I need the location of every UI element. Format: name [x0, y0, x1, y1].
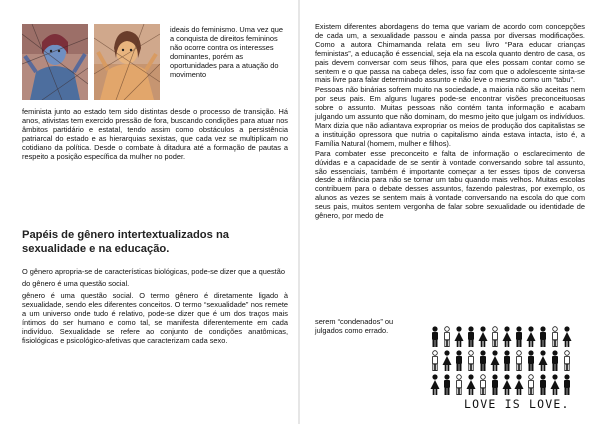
right-page: [300, 0, 600, 424]
illustration-woman-1: [22, 24, 88, 100]
paragraph-combat-prejudice: Para combater esse preconceito e falta de informação o esclarecimento de dúvidas e a capacidade de se sentir à vontade conversando sobre tal assunto, são essenciais, também é importante começar a ter esses tipos de conversa desde a infância para não se tornar um tabu quando mais velhos. Muitas escolas contribuem para o debate desses assuntos, fazendo palestras, por exemplo, os alunos as vezes se sentem mais à vontade conversando na escola do que com seus pais, muitos sentem vergonha de falar sobre sexualidade ou identidade de gênero, por medo de: [315, 148, 585, 221]
paragraph-approaches: Existem diferentes abordagens do tema que variam de acordo com concepções de cada um, a sexualidade passou e ainda passa por diversas modificações. Como a autora Chimamanda relata em seu livro “Para educar crianças feministas”, a educação é essencial, seja ela na escola quanto dentro de casa, os pais devem conversar com seus filhos, para que eles possam contar como se sentem e o que passa na cabeça deles, isso faz com que o adolescente sinta-se mais livre para falar determinado assunto e não leve o mesmo como um “tabu”.: [315, 22, 585, 85]
paragraph-gender-intro: O gênero apropria-se de características biológicas, pode-se dizer que a questão do gênero é uma questão social.: [22, 267, 285, 288]
left-page: [0, 0, 298, 424]
love-is-love-caption: LOVE IS LOVE.: [464, 397, 570, 411]
paragraph-ending: serem “condenados” ou julgados como errado.: [315, 317, 394, 335]
continuation-text: feminista junto ao estado tem sido distintas desde o processo de transição. Há anos, ativistas tem exercido pressão de fora, buscando condições para atuar nos âmbitos partidário e estatal, tendo assim como obstáculos a persistência patriarcal do estado e as hierarquias sexistas, que cada vez se multiplicam no cotidiano da política. Desde o combate à ditadura até a formação de pautas a respeito a posição específica da mulher no poder.: [22, 107, 288, 161]
intro-text: ideais do feminismo. Uma vez que a conquista de direitos femininos não ocorre contra os interesses dominantes, porém as oportunidades para a atuação do movimento: [170, 25, 283, 79]
right-column-text: [315, 23, 585, 221]
paragraph-sexuality: gênero é uma questão social. O termo gênero é diretamente ligado à sexualidade, sendo eles diferentes conceitos. O termo “sexualidade” nos remete a um universo onde tudo é relativo, pode-se dizer que é um dos traços mais íntimos do ser humano e como tal, se manifesta diferentemente em cada indivíduo. Sexualidade se refere ao conjunto de condições anatômicas, fisiológicas e psicológico-afetivas que caracterizam cada sexo.: [22, 291, 288, 345]
gender-pictogram-grid: [420, 326, 592, 396]
illustration-woman-2: [94, 24, 160, 100]
paragraph-non-binary: Pessoas não binárias sofrem muito na sociedade, a maioria não são aceitas nem por seus pais. Em alguns lugares pode-se encontrar visões preconceituosas sobre o assunto. Muitas pessoas não contém tanta informação e acabam julgando um assunto que não dominam, do mesmo jeito que julgam os indivíduos. Marx dizia que não adiantava expropriar os meios de produção dos capitalistas se a instituição opressora que nutria o capitalismo ainda estava intacta, isto é, a Família Natural (homem, mulher e filhos).: [315, 85, 585, 148]
section-heading: Papéis de gênero intertextualizados na sexualidade e na educação.: [22, 229, 230, 255]
